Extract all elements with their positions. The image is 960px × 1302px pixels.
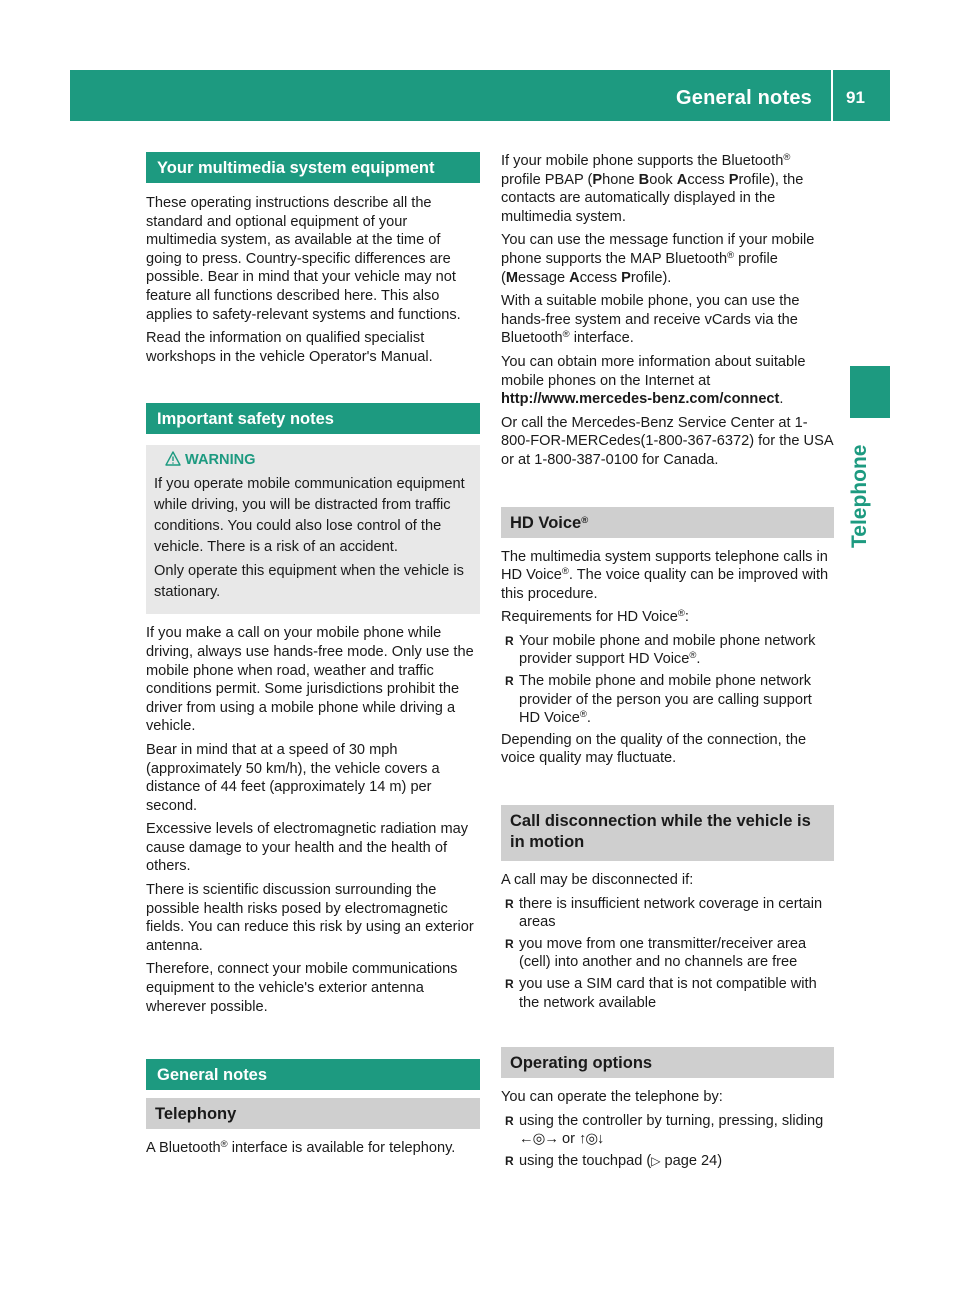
subsection-heading-disconnection: Call disconnection while the vehicle is in motion (501, 805, 834, 861)
header-divider (831, 70, 833, 121)
list-item: R using the controller by turning, pressing, sliding ←◎→ or ↑◎↓ (501, 1112, 834, 1149)
left-column (146, 152, 480, 1163)
paragraph: Excessive levels of electromagnetic radiation may cause damage to your health and the health of others. (146, 821, 469, 875)
paragraph: If you make a call on your mobile phone while driving, always use hands-free mode. Only use the mobile phone when road, weather and traffic conditions permit. Some jurisdictions prohibit the driver from using a mobile phone while driving a vehicle. (146, 625, 474, 735)
warning-text: Only operate this equipment when the vehicle is stationary. (154, 563, 464, 601)
list-item: R Your mobile phone and mobile phone network provider support HD Voice®. (501, 632, 834, 669)
section-heading-general: General notes (146, 1059, 480, 1090)
warning-triangle-icon (165, 451, 181, 466)
list-item: R The mobile phone and mobile phone network provider of the person you are calling support HD Voice®. (501, 672, 834, 728)
paragraph-map: You can use the message function if your mobile phone supports the MAP Bluetooth® profile (Message Access Profile). (501, 232, 815, 286)
paragraph: Therefore, connect your mobile communications equipment to the vehicle's exterior antenna wherever possible. (146, 961, 458, 1015)
section-heading-safety: Important safety notes (146, 403, 480, 434)
right-column (501, 152, 834, 1174)
paragraph: Depending on the quality of the connection, the voice quality may fluctuate. (501, 731, 807, 767)
requirements-list (501, 632, 834, 728)
paragraph: Bear in mind that at a speed of 30 mph (approximately 50 km/h), the vehicle covers a distance of 44 feet (approximately 14 m) per second. (146, 741, 440, 814)
side-tab-label: Telephone (848, 444, 871, 548)
operating-options-list (501, 1112, 834, 1171)
paragraph: There is scientific discussion surrounding the possible health risks posed by electromagnetic fields. You can reduce this risk by using an exterior antenna. (146, 882, 474, 954)
paragraph: A call may be disconnected if: (501, 872, 694, 889)
paragraph: Read the information on qualified specialist workshops in the vehicle Operator's Manual. (146, 330, 433, 365)
section-heading-equipment: Your multimedia system equipment (146, 152, 480, 183)
warning-box (146, 445, 480, 614)
paragraph-bluetooth: A Bluetooth® interface is available for telephony. (146, 1139, 456, 1157)
paragraph: The multimedia system supports telephone calls in HD Voice®. The voice quality can be improved with this procedure. (501, 548, 829, 602)
paragraph: Requirements for HD Voice®: (501, 608, 689, 626)
page-24-link[interactable]: page 24) (660, 1152, 723, 1169)
paragraph: These operating instructions describe all the standard and optional equipment of your multimedia system, as available at the time of going to press. Country-specific differences are possible. Bear in mind that your vehicle may not feature all functions described here. This also applies to safety-relevant systems and functions. (146, 195, 461, 323)
page-number: 91 (846, 88, 865, 107)
header-title: General notes (676, 87, 812, 109)
list-item: R you move from one transmitter/receiver area (cell) into another and no channels are free (501, 935, 834, 972)
paragraph: You can operate the telephone by: (501, 1089, 723, 1106)
paragraph-info: You can obtain more information about suitable mobile phones on the Internet at http://www.mercedes-benz.com/connect. (501, 353, 806, 408)
paragraph-service-center: Or call the Mercedes-Benz Service Center at 1-800-FOR-MERCedes(1-800-367-6372) for the USA or at 1-800-387-0100 for Canada. (501, 414, 833, 468)
paragraph-pbap: If your mobile phone supports the Bluetooth® profile PBAP (Phone Book Access Profile), the contacts are automatically displayed in the multimedia system. (501, 152, 804, 225)
disconnection-list (501, 895, 834, 1013)
paragraph-vcard: With a suitable mobile phone, you can use the hands-free system and receive vCards via the Bluetooth® interface. (501, 293, 800, 347)
list-item: R you use a SIM card that is not compatible with the network available (501, 975, 834, 1012)
list-item: R there is insufficient network coverage in certain areas (501, 895, 834, 932)
subsection-heading-operating-options: Operating options (501, 1047, 834, 1078)
mercedes-connect-link[interactable]: http://www.mercedes-benz.com/connect (501, 391, 780, 408)
controller-slide-left-right-icon: ←◎→ (519, 1131, 558, 1148)
page-reference-arrow-icon: ▷ (651, 1153, 661, 1168)
subsection-heading-telephony: Telephony (146, 1098, 480, 1129)
list-item: R using the touchpad (▷ page 24) (501, 1152, 834, 1171)
subsection-heading-hd-voice: HD Voice® (501, 507, 834, 538)
warning-text: If you operate mobile communication equipment while driving, you will be distracted from traffic conditions. You could also lose control of the vehicle. There is a risk of an accident. (154, 476, 465, 556)
warning-title: WARNING (154, 451, 472, 469)
controller-slide-up-down-icon: ↑◎↓ (579, 1131, 604, 1148)
